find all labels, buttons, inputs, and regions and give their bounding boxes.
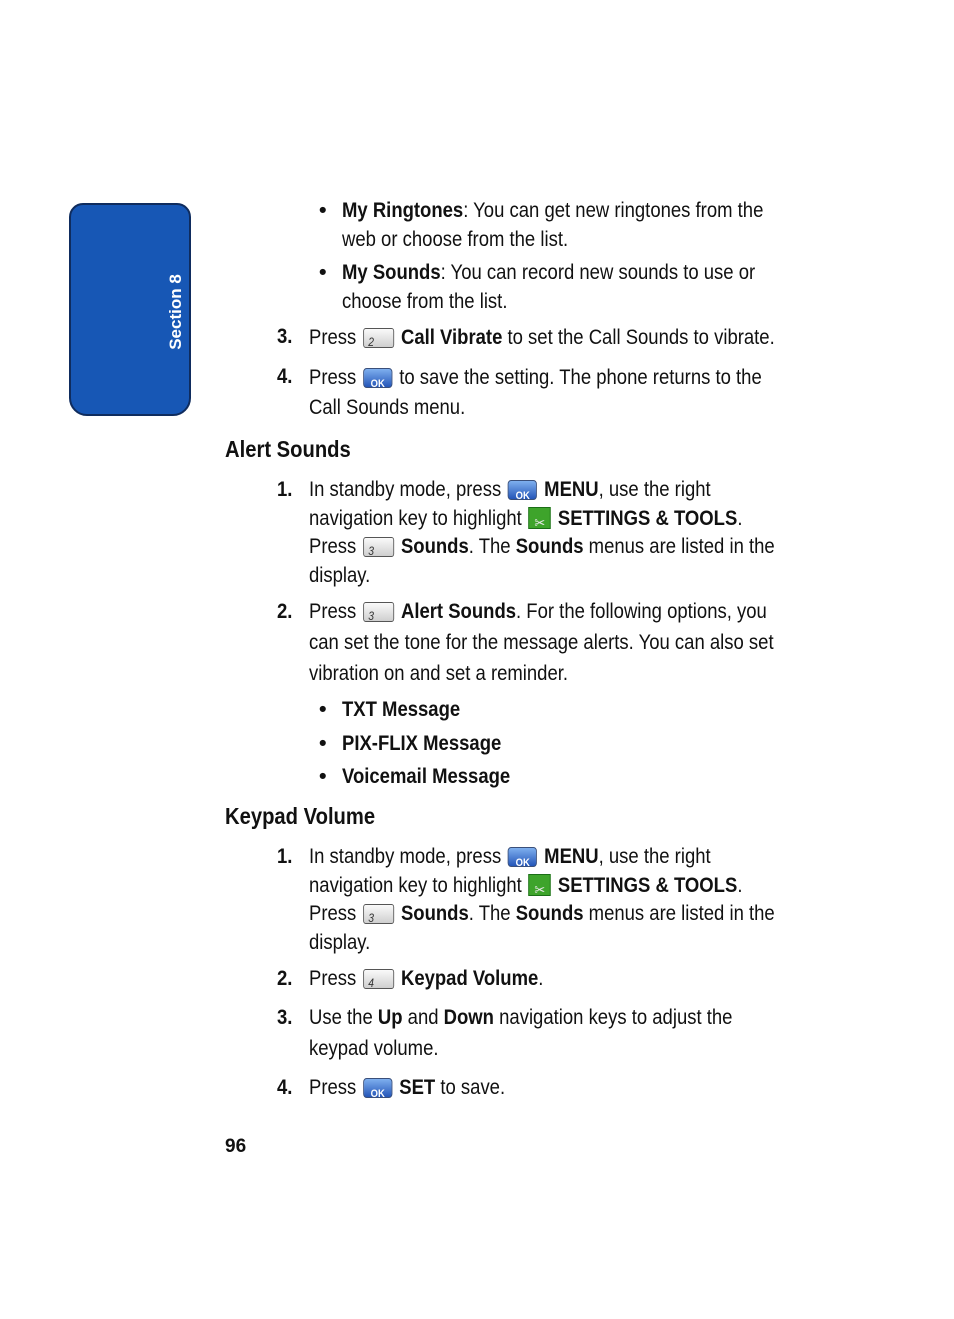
step-number: 4. <box>277 364 293 388</box>
bullet-voicemail-message: Voicemail Message <box>342 764 511 788</box>
ok-button-icon: OK <box>508 480 537 500</box>
ok-button-icon: OK <box>363 368 392 388</box>
bullet-dot: • <box>319 260 327 284</box>
keypad-step1-line1: In standby mode, press OK MENU, use the right <box>309 844 711 869</box>
bullet-my-sounds: My Sounds: You can record new sounds to use or <box>342 260 756 284</box>
keypad-step4: Press OK SET to save. <box>309 1075 506 1100</box>
alert-step2-line1: Press 3 Alert Sounds. For the following options, you <box>309 599 767 623</box>
step-call-vibrate: Press 2 Call Vibrate to set the Call Sounds to vibrate. <box>309 325 775 349</box>
step-save-setting: Press OK to save the setting. The phone returns to the <box>309 365 762 390</box>
step-number: 2. <box>277 599 293 623</box>
bullet-dot: • <box>319 198 327 222</box>
settings-tools-icon: ✂ <box>529 507 551 529</box>
step-number: 3. <box>277 324 293 348</box>
settings-tools-icon: ✂ <box>529 874 551 896</box>
keypad-step1-line3: Press 3 Sounds. The Sounds menus are listed in the <box>309 901 775 925</box>
keypad-step2: Press 4 Keypad Volume. <box>309 966 544 990</box>
step-number: 1. <box>277 477 293 501</box>
step-number: 3. <box>277 1005 293 1029</box>
alert-step2-line3: vibration on and set a reminder. <box>309 661 569 685</box>
number-key-icon: 2 <box>363 328 394 348</box>
number-key-icon: 4 <box>363 969 394 989</box>
alert-step1-line4: display. <box>309 563 371 587</box>
bullet-dot: • <box>319 764 327 788</box>
bullet-my-ringtones: My Ringtones: You can get new ringtones from the <box>342 198 764 222</box>
keypad-step3-line1: Use the Up and Down navigation keys to adjust the <box>309 1005 733 1029</box>
keypad-step1-line2: navigation key to highlight ✂ SETTINGS & TOOLS. <box>309 873 743 899</box>
alert-step1-line2: navigation key to highlight ✂ SETTINGS & TOOLS. <box>309 506 743 532</box>
step-number: 1. <box>277 844 293 868</box>
ok-button-icon: OK <box>508 847 537 867</box>
heading-alert-sounds: Alert Sounds <box>225 436 351 462</box>
bullet-my-sounds-cont: choose from the list. <box>342 289 508 313</box>
step-number: 4. <box>277 1075 293 1099</box>
page-number: 96 <box>225 1136 247 1157</box>
step-number: 2. <box>277 966 293 990</box>
ok-button-icon: OK <box>363 1078 392 1098</box>
keypad-step1-line4: display. <box>309 930 371 954</box>
heading-keypad-volume: Keypad Volume <box>225 803 376 829</box>
section-tab-label: Section 8 <box>166 274 185 350</box>
bullet-my-ringtones-cont: web or choose from the list. <box>342 227 569 251</box>
alert-step2-line2: can set the tone for the message alerts. You can also set <box>309 630 774 654</box>
number-key-icon: 3 <box>363 904 394 924</box>
bullet-txt-message: TXT Message <box>342 697 461 721</box>
step-save-setting-cont: Call Sounds menu. <box>309 395 466 419</box>
keypad-step3-line2: keypad volume. <box>309 1036 439 1060</box>
bullet-dot: • <box>319 697 327 721</box>
alert-step1-line3: Press 3 Sounds. The Sounds menus are listed in the <box>309 534 775 558</box>
bullet-pix-flix-message: PIX-FLIX Message <box>342 731 502 755</box>
number-key-icon: 3 <box>363 537 394 557</box>
number-key-icon: 3 <box>363 602 394 622</box>
alert-step1-line1: In standby mode, press OK MENU, use the right <box>309 477 711 502</box>
bullet-dot: • <box>319 731 327 755</box>
